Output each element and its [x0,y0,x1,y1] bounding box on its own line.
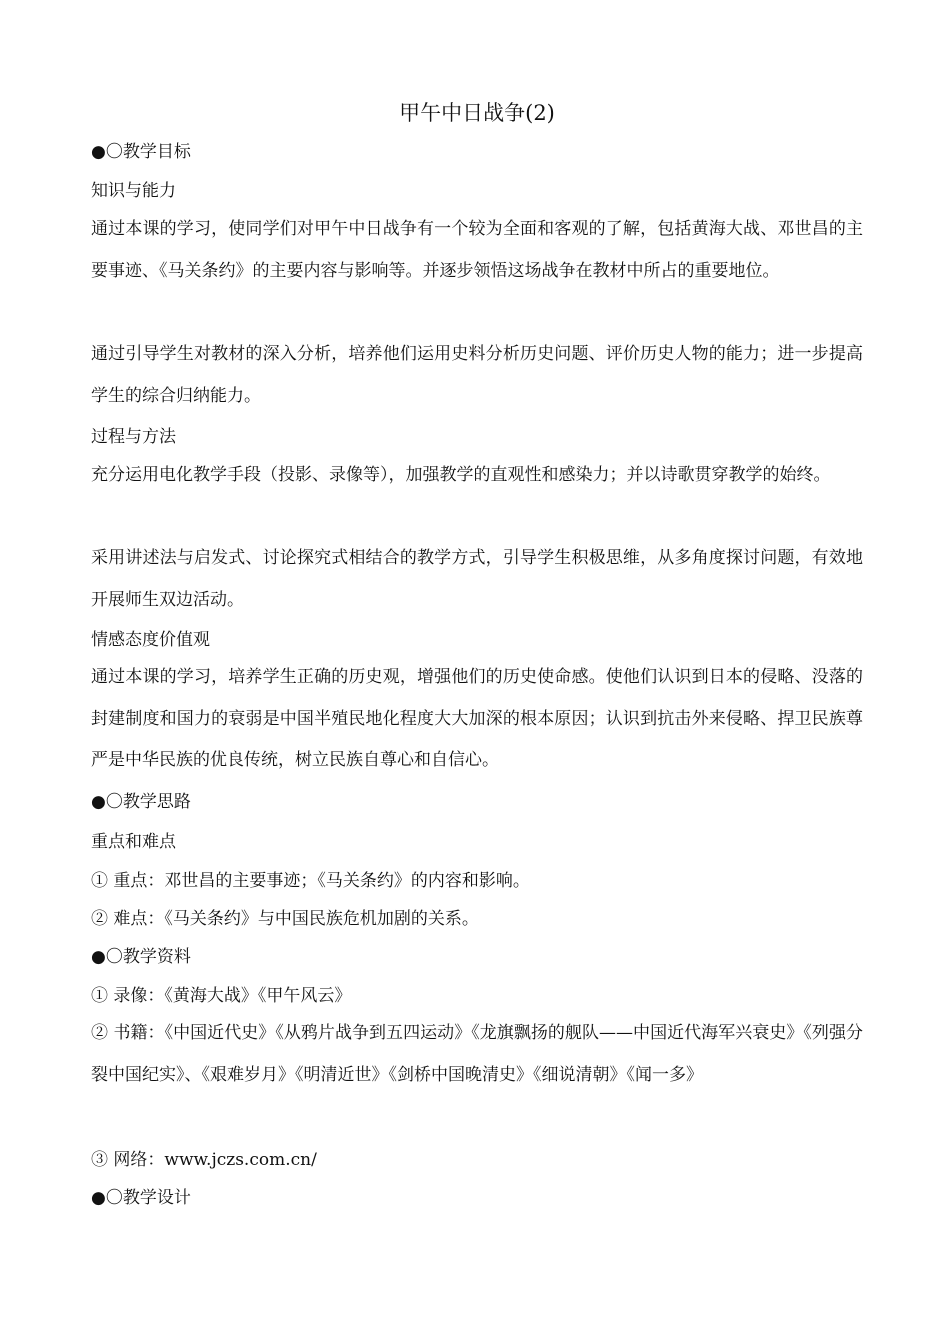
paragraph-knowledge-1: 通过本课的学习，使同学们对甲午中日战争有一个较为全面和客观的了解，包括黄海大战、邓世昌的主要事迹、《马关条约》的主要内容与影响等。并逐步领悟这场战争在教材中所占的重要地位。 [91,219,863,281]
subheading-key-points: 重点和难点 [91,832,176,852]
paragraph-process-1: 充分运用电化教学手段（投影、录像等），加强教学的直观性和感染力；并以诗歌贯穿教学的始终。 [91,465,831,485]
document-title: 甲午中日战争(2) [399,101,555,125]
section-heading-materials: ●〇教学资料 [91,947,191,967]
paragraph-values-1: 通过本课的学习，培养学生正确的历史观，增强他们的历史使命感。使他们认识到日本的侵略、没落的封建制度和国力的衰弱是中国半殖民地化程度大大加深的根本原因；认识到抗击外来侵略、捍卫民族尊严是中华民族的优良传统，树立民族自尊心和自信心。 [91,667,863,770]
subheading-values: 情感态度价值观 [91,630,210,650]
section-heading-design: ●〇教学设计 [91,1188,191,1208]
section-heading-approach: ●〇教学思路 [91,792,191,812]
subheading-knowledge: 知识与能力 [91,181,176,201]
materials-web-item: ③ 网络：www.jczs.com.cn/ [91,1150,317,1170]
section-heading-objectives: ●〇教学目标 [91,142,191,162]
paragraph-knowledge-2: 通过引导学生对教材的深入分析，培养他们运用史料分析历史问题、评价历史人物的能力；进一步提高学生的综合归纳能力。 [91,344,863,406]
difficult-point-item: ② 难点：《马关条约》与中国民族危机加剧的关系。 [91,909,479,929]
subheading-process: 过程与方法 [91,427,176,447]
materials-video-item: ① 录像：《黄海大战》《甲午风云》 [91,986,352,1006]
materials-books-item: ② 书籍：《中国近代史》《从鸦片战争到五四运动》《龙旗飘扬的舰队——中国近代海军兴衰史》《列强分裂中国纪实》、《艰难岁月》《明清近世》《剑桥中国晚清史》《细说清朝》《闻一多》 [91,1023,863,1085]
paragraph-process-2: 采用讲述法与启发式、讨论探究式相结合的教学方式，引导学生积极思维，从多角度探讨问题，有效地开展师生双边活动。 [91,548,863,610]
key-point-item: ① 重点：邓世昌的主要事迹；《马关条约》的内容和影响。 [91,871,530,891]
